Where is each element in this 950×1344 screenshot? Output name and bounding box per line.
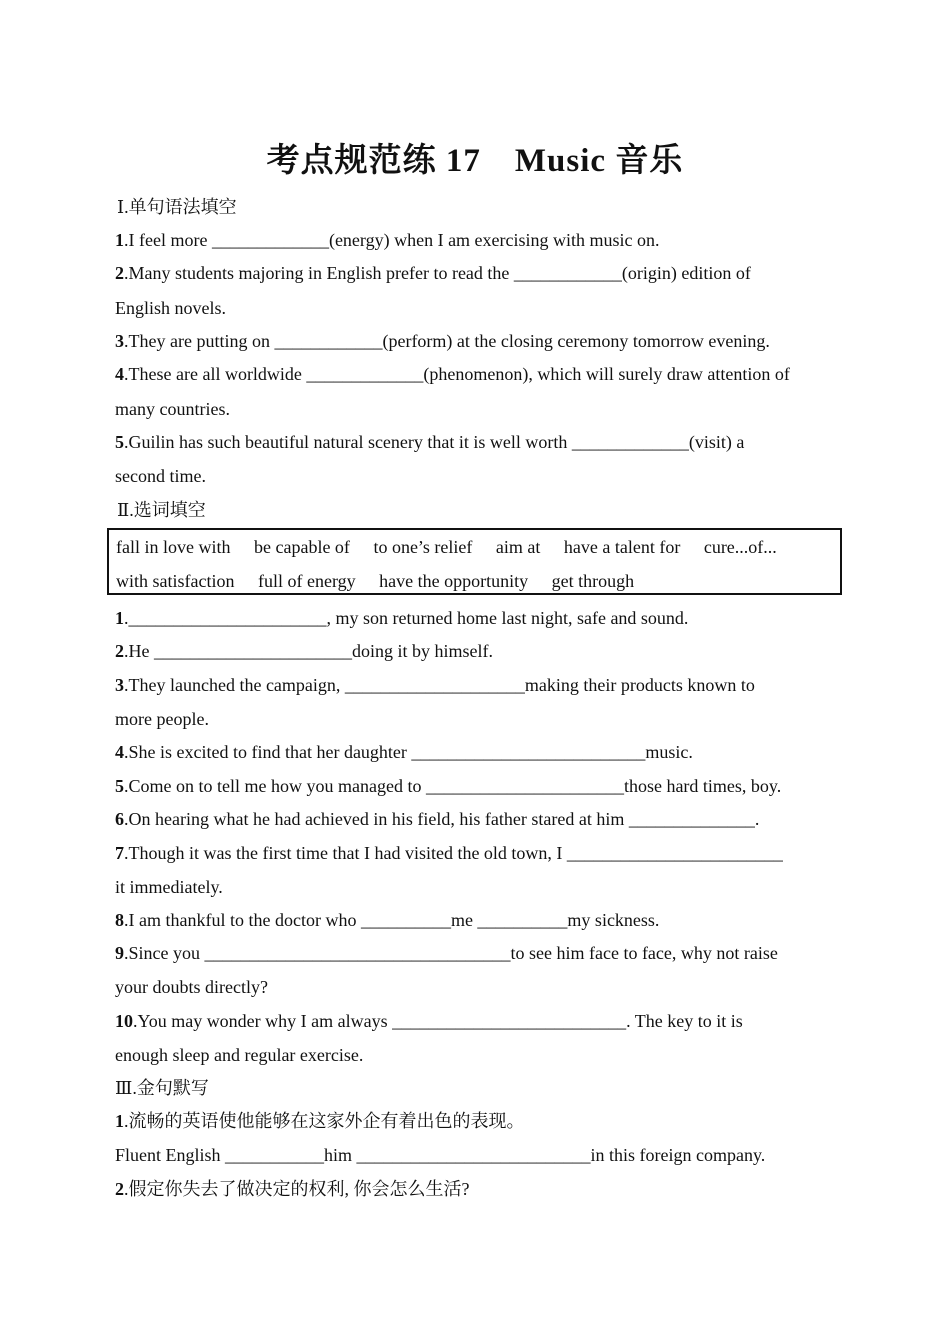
- s2-item-5: [115, 775, 781, 797]
- s2-item-3: [115, 674, 755, 696]
- word-bank-row-2: [116, 570, 653, 592]
- s2-item-10-cont: enough sleep and regular exercise.: [115, 1045, 364, 1065]
- item-number: 1: [115, 230, 124, 250]
- item-number: 2: [115, 641, 124, 661]
- item-number: 5: [115, 776, 124, 796]
- s1-item-2-cont: English novels.: [115, 298, 226, 318]
- s1-item-4-cont: many countries.: [115, 399, 230, 419]
- item-number: 5: [115, 432, 124, 452]
- word-bank-item: have the opportunity: [379, 571, 529, 591]
- item-text: .流畅的英语使他能够在这家外企有着出色的表现。: [124, 1111, 525, 1131]
- item-number: 4: [115, 742, 124, 762]
- word-bank-item: have a talent for: [563, 537, 681, 557]
- s2-item-4: [115, 741, 693, 763]
- s2-item-6: [115, 808, 759, 830]
- s2-item-9: [115, 942, 778, 964]
- item-number: 7: [115, 843, 124, 863]
- section-1-heading: Ⅰ.单句语法填空: [117, 197, 237, 217]
- s3-item-1-english: Fluent English ___________him __________________________in this foreign company.: [115, 1145, 766, 1165]
- item-text: .She is excited to find that her daughter __________________________music.: [124, 742, 693, 762]
- item-text: .They are putting on ____________(perform) at the closing ceremony tomorrow evening.: [124, 331, 770, 351]
- word-bank-item: with satisfaction: [116, 571, 235, 591]
- s3-item-1-chinese: [115, 1110, 525, 1132]
- s2-item-7-cont: it immediately.: [115, 877, 223, 897]
- s2-item-7: [115, 842, 783, 864]
- word-bank-item: be capable of: [253, 537, 350, 557]
- item-number: 1: [115, 608, 124, 628]
- item-text: .These are all worldwide _____________(phenomenon), which will surely draw attention of: [124, 364, 790, 384]
- item-text: .Though it was the first time that I had visited the old town, I ________________________: [124, 843, 783, 863]
- item-number: 4: [115, 364, 124, 384]
- item-number: 3: [115, 331, 124, 351]
- item-text: .Guilin has such beautiful natural scenery that it is well worth _____________(visit) a: [124, 432, 745, 452]
- s2-item-2: [115, 640, 493, 662]
- s2-item-8: [115, 909, 659, 931]
- s3-item-2-chinese: [115, 1178, 470, 1200]
- word-bank-item: get through: [551, 571, 635, 591]
- section-2-heading: Ⅱ.选词填空: [117, 500, 206, 520]
- s2-item-1: [115, 607, 688, 629]
- word-bank-item: cure...of...: [703, 537, 777, 557]
- item-text: .Come on to tell me how you managed to ______________________those hard times, boy.: [124, 776, 782, 796]
- item-number: 9: [115, 943, 124, 963]
- word-bank-item: full of energy: [257, 571, 356, 591]
- s1-item-2: [115, 262, 751, 284]
- item-text: .I feel more _____________(energy) when I am exercising with music on.: [124, 230, 660, 250]
- s1-item-5: [115, 431, 744, 453]
- item-text: .I am thankful to the doctor who __________me __________my sickness.: [124, 910, 660, 930]
- item-text: .You may wonder why I am always __________________________. The key to it is: [133, 1011, 743, 1031]
- item-number: 8: [115, 910, 124, 930]
- item-text: .Many students majoring in English prefer to read the ____________(origin) edition of: [124, 263, 751, 283]
- item-number: 1: [115, 1111, 124, 1131]
- item-number: 2: [115, 263, 124, 283]
- item-text: .Since you __________________________________to see him face to face, why not raise: [124, 943, 778, 963]
- word-bank-item: fall in love with: [116, 537, 231, 557]
- s1-item-3: [115, 330, 770, 352]
- word-bank-item: to one’s relief: [373, 537, 473, 557]
- word-bank-row-1: [116, 536, 796, 558]
- item-text: .假定你失去了做决定的权利, 你会怎么生活?: [124, 1179, 470, 1199]
- item-number: 6: [115, 809, 124, 829]
- s1-item-1: [115, 229, 660, 251]
- s1-item-5-cont: second time.: [115, 466, 206, 486]
- item-number: 3: [115, 675, 124, 695]
- s1-item-4: [115, 363, 790, 385]
- item-text: .______________________, my son returned home last night, safe and sound.: [124, 608, 689, 628]
- item-number: 2: [115, 1179, 124, 1199]
- item-number: 10: [115, 1011, 133, 1031]
- page-title: 考点规范练 17 Music 音乐: [266, 143, 684, 179]
- item-text: .He ______________________doing it by himself.: [124, 641, 493, 661]
- s2-item-10: [115, 1010, 743, 1032]
- s2-item-9-cont: your doubts directly?: [115, 977, 268, 997]
- word-bank-item: aim at: [495, 537, 541, 557]
- item-text: .They launched the campaign, ____________________making their products known to: [124, 675, 755, 695]
- s2-item-3-cont: more people.: [115, 709, 209, 729]
- section-3-heading: Ⅲ.金句默写: [115, 1078, 209, 1098]
- word-bank-box: [107, 528, 842, 595]
- item-text: .On hearing what he had achieved in his field, his father stared at him ______________.: [124, 809, 760, 829]
